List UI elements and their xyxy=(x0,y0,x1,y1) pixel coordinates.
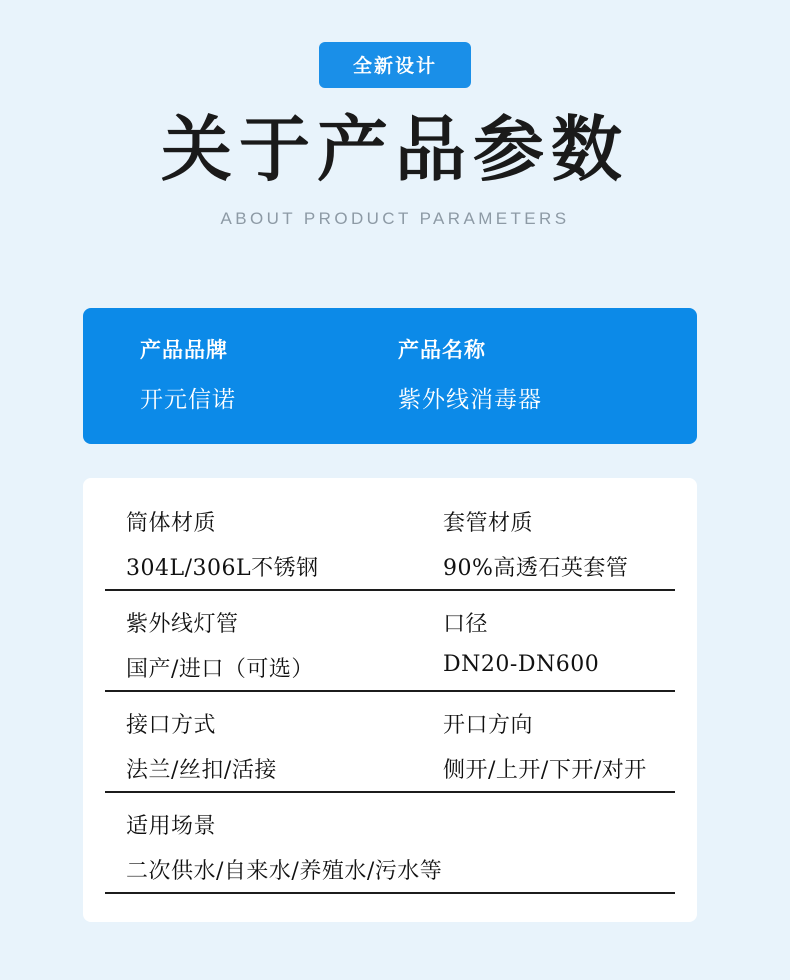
spec-row xyxy=(105,607,675,692)
spec-label: 口径 xyxy=(443,612,489,637)
spec-table xyxy=(83,478,697,922)
page-header xyxy=(0,0,790,229)
highlight-value: 开元信诺 xyxy=(140,387,236,413)
spec-value: 国产/进口（可选） xyxy=(126,657,314,682)
spec-cell-connection-type xyxy=(105,708,435,784)
spec-row xyxy=(105,506,675,591)
page-title: 关于产品参数 xyxy=(160,108,629,191)
spec-cell-opening-direction xyxy=(435,708,675,784)
highlight-value: 紫外线消毒器 xyxy=(398,387,542,413)
spec-row xyxy=(105,708,675,793)
spec-value: 法兰/丝扣/活接 xyxy=(126,758,277,783)
spec-label: 开口方向 xyxy=(443,713,534,738)
spec-cell-sleeve-material xyxy=(435,506,675,582)
highlight-label: 产品品牌 xyxy=(140,337,228,362)
spec-value: DN20-DN600 xyxy=(443,652,600,677)
spec-label: 接口方式 xyxy=(126,713,217,738)
spec-cell-body-material xyxy=(105,506,435,582)
spec-row xyxy=(105,809,675,894)
spec-cell-uv-lamp xyxy=(105,607,435,683)
page-subtitle: ABOUT PRODUCT PARAMETERS xyxy=(220,209,570,228)
highlight-panel xyxy=(83,308,697,444)
spec-label: 筒体材质 xyxy=(126,511,217,536)
new-design-badge: 全新设计 xyxy=(319,42,471,88)
highlight-label: 产品名称 xyxy=(398,337,486,362)
spec-value: 90%高透石英套管 xyxy=(443,556,629,581)
spec-cell-diameter xyxy=(435,607,675,683)
spec-value: 二次供水/自来水/养殖水/污水等 xyxy=(126,859,443,884)
spec-value: 304L/306L不锈钢 xyxy=(126,556,319,581)
highlight-row xyxy=(83,334,697,414)
spec-label: 适用场景 xyxy=(126,814,217,839)
spec-value: 侧开/上开/下开/对开 xyxy=(443,758,647,783)
spec-label: 套管材质 xyxy=(443,511,534,536)
highlight-item-product-name xyxy=(338,334,697,414)
spec-cell-application-scenario xyxy=(105,809,675,885)
highlight-item-brand xyxy=(83,334,338,414)
spec-label: 紫外线灯管 xyxy=(126,612,239,637)
